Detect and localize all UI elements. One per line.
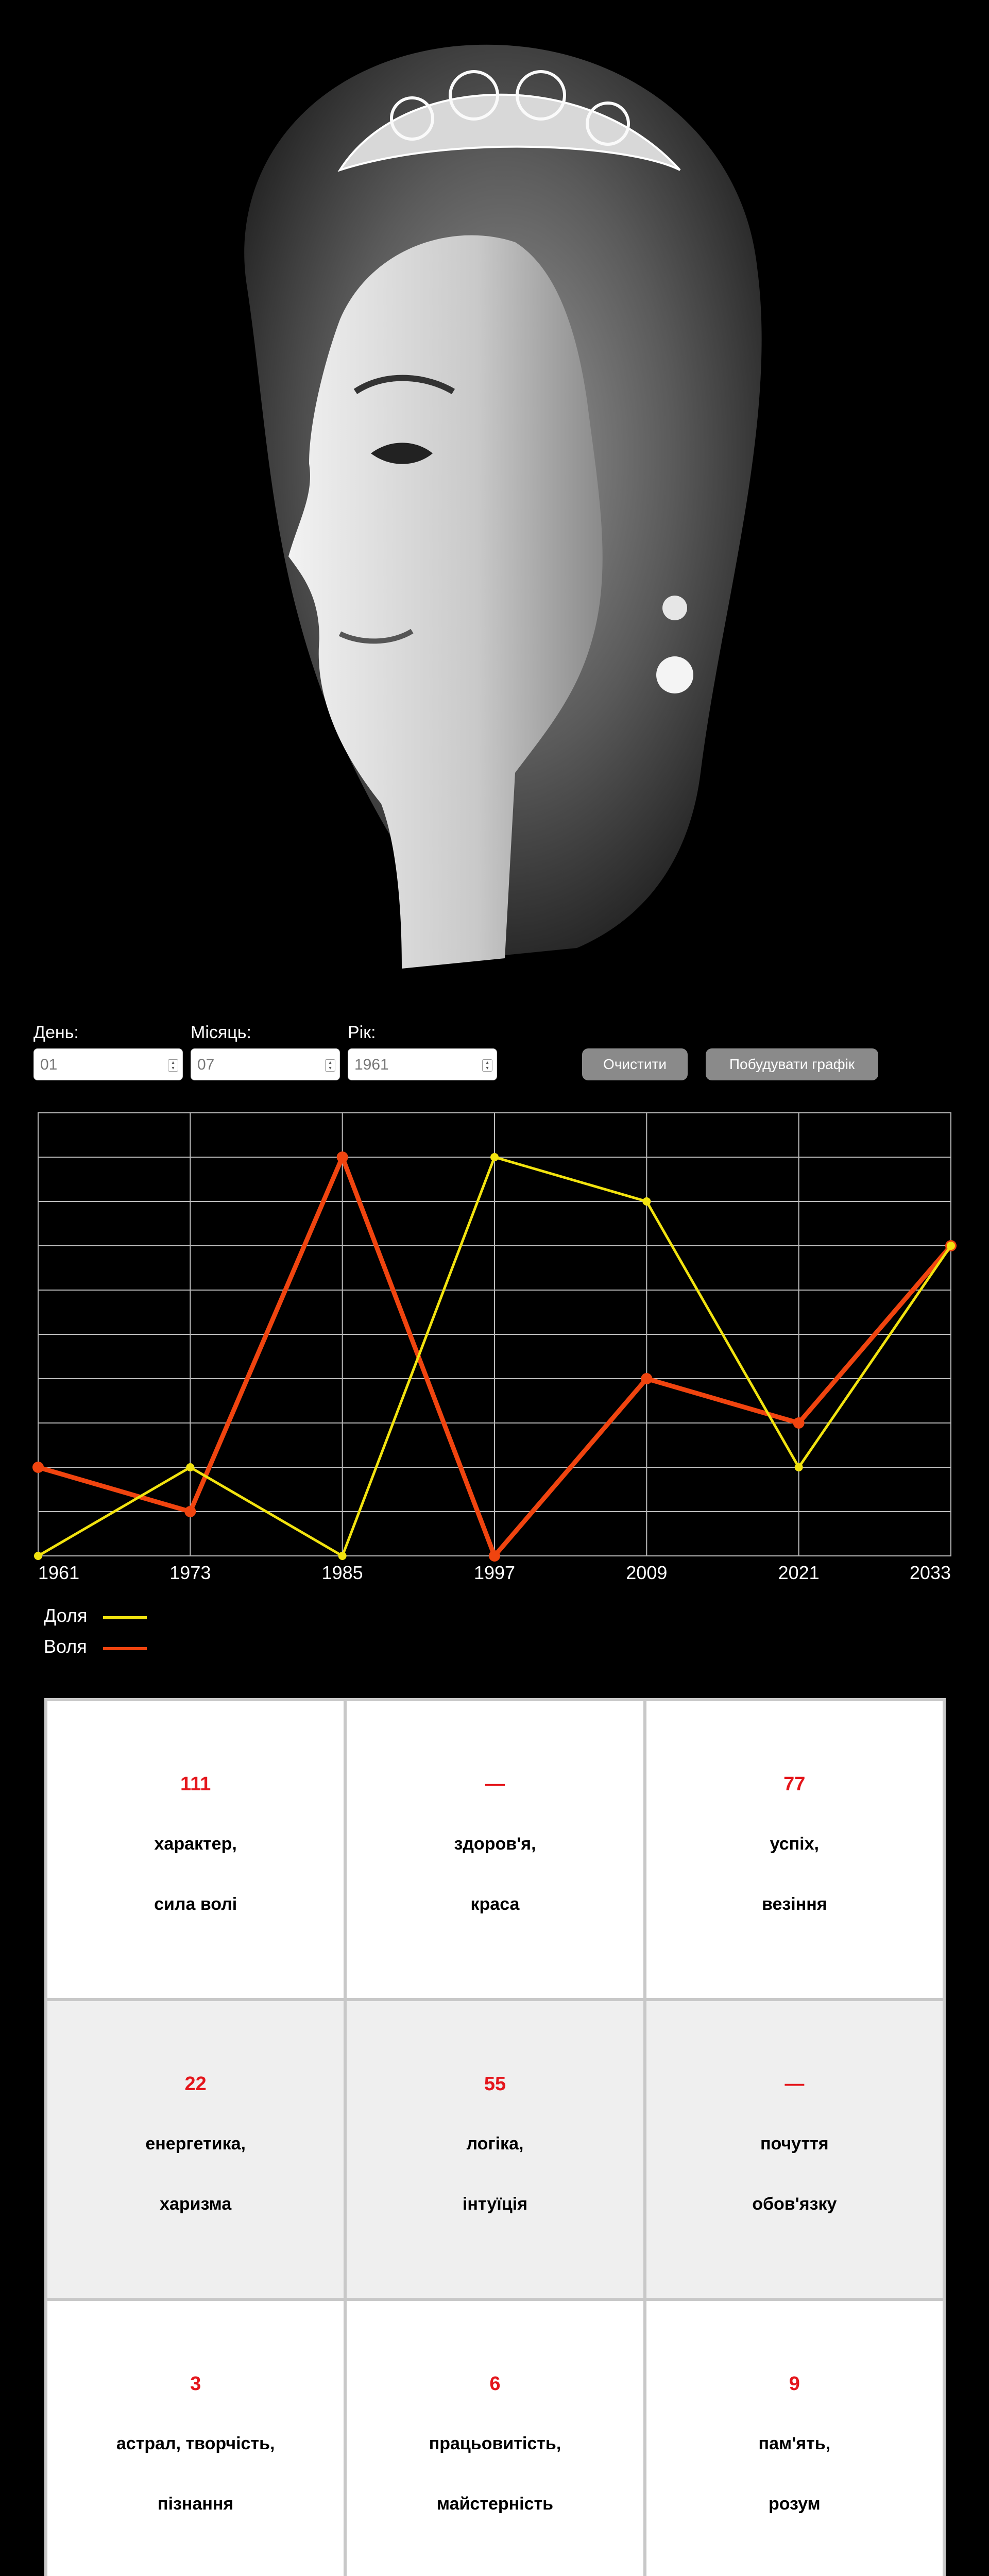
grid-cell	[47, 2301, 344, 2576]
legend-label: Воля	[44, 1636, 87, 1657]
legend-label: Доля	[44, 1605, 88, 1626]
data-point	[32, 1462, 44, 1473]
data-point	[338, 1552, 347, 1560]
month-value: 07	[197, 1056, 215, 1073]
data-point	[641, 1373, 652, 1384]
cell-label-line1: енергетика,	[145, 2134, 246, 2154]
pythagoras-square-grid	[44, 1698, 946, 2576]
x-tick-label: 2021	[778, 1562, 820, 1583]
x-tick-label: 2033	[909, 1562, 951, 1583]
cell-label-line2: везіння	[762, 1894, 827, 1914]
birth-date-form	[31, 1023, 958, 1084]
year-input[interactable]	[348, 1048, 497, 1080]
cell-value: 55	[484, 2073, 506, 2095]
build-chart-button[interactable]: Побудувати графік	[706, 1048, 878, 1080]
cell-label-line2: обов'язку	[752, 2194, 837, 2214]
year-stepper-icon[interactable]: ▴ ▾	[482, 1059, 492, 1072]
cell-label-line1: почуття	[760, 2134, 829, 2154]
month-label: Місяць:	[191, 1023, 251, 1042]
grid-cell	[347, 1701, 643, 1998]
year-value: 1961	[354, 1056, 389, 1073]
day-input[interactable]	[33, 1048, 183, 1080]
cell-value: 6	[489, 2373, 501, 2395]
clear-button[interactable]: Очистити	[582, 1048, 688, 1080]
day-label: День:	[33, 1023, 79, 1042]
grid-cell	[347, 2001, 643, 2298]
year-label: Рік:	[348, 1023, 376, 1042]
grid-cell	[646, 2301, 943, 2576]
legend-entry	[44, 1605, 88, 1636]
data-point	[184, 1506, 196, 1517]
cell-value: —	[485, 1773, 505, 1795]
data-point	[34, 1552, 42, 1560]
legend-entry	[44, 1636, 88, 1667]
cell-value: 3	[190, 2373, 201, 2395]
x-tick-label: 1997	[473, 1562, 516, 1583]
grid-cell	[646, 2001, 943, 2298]
cell-label-line2: краса	[470, 1894, 520, 1914]
data-point	[947, 1242, 955, 1250]
legend-swatch	[103, 1616, 147, 1619]
data-point	[489, 1550, 500, 1562]
cell-value: —	[785, 2073, 805, 2095]
grid-cell	[646, 1701, 943, 1998]
cell-label-line1: пам'ять,	[758, 2434, 831, 2453]
cell-label-line2: інтуїція	[462, 2194, 528, 2214]
chart-legend	[44, 1605, 88, 1667]
grid-cell	[347, 2301, 643, 2576]
month-input[interactable]	[191, 1048, 340, 1080]
day-stepper-icon[interactable]: ▴ ▾	[168, 1059, 178, 1072]
cell-label-line1: працьовитість,	[429, 2434, 561, 2453]
cell-label-line1: здоров'я,	[454, 1834, 536, 1854]
day-value: 01	[40, 1056, 58, 1073]
cell-value: 111	[180, 1773, 211, 1795]
cell-label-line2: сила волі	[154, 1894, 237, 1914]
legend-swatch	[103, 1647, 147, 1650]
data-point	[490, 1153, 499, 1161]
data-point	[337, 1151, 348, 1163]
data-point	[642, 1197, 651, 1206]
x-axis-tick-labels	[38, 1562, 951, 1583]
cell-value: 22	[184, 2073, 207, 2095]
data-point	[793, 1417, 805, 1429]
destiny-will-chart	[31, 1108, 958, 1587]
cell-value: 9	[789, 2373, 800, 2395]
month-stepper-icon[interactable]: ▴ ▾	[325, 1059, 335, 1072]
portrait-photo	[185, 0, 804, 989]
cell-label-line1: успіх,	[770, 1834, 819, 1854]
cell-label-line2: майстерність	[436, 2494, 554, 2514]
data-point	[186, 1463, 194, 1471]
grid-cell	[47, 2001, 344, 2298]
cell-label-line1: астрал, творчість,	[116, 2434, 275, 2453]
cell-label-line2: харизма	[160, 2194, 232, 2214]
x-tick-label: 1973	[169, 1562, 211, 1583]
x-tick-label: 1985	[321, 1562, 363, 1583]
cell-label-line2: пізнання	[158, 2494, 234, 2514]
cell-label-line1: характер,	[154, 1834, 237, 1854]
grid-cell	[47, 1701, 344, 1998]
cell-label-line1: логіка,	[466, 2134, 524, 2154]
cell-label-line2: розум	[768, 2494, 821, 2514]
cell-value: 77	[783, 1773, 806, 1795]
x-tick-label: 1961	[38, 1562, 80, 1583]
x-tick-label: 2009	[626, 1562, 668, 1583]
data-point	[795, 1463, 803, 1471]
